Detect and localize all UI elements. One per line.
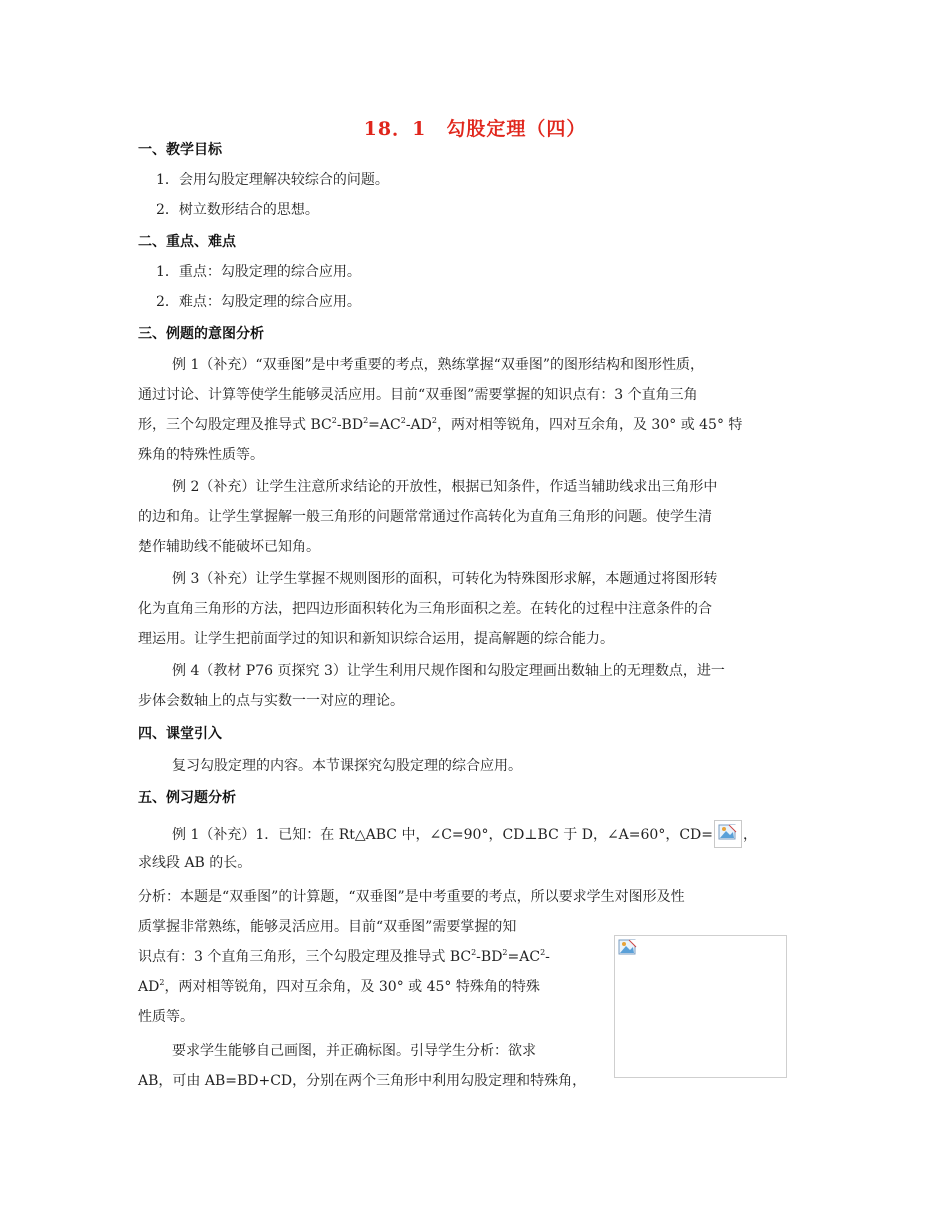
section-heading-exercises: 五、例习题分析 — [138, 790, 236, 806]
analysis-line-formula: 识点有：3 个直角三角形，三个勾股定理及推导式 $BC^2-BD^2=AC^2-$ — [138, 948, 550, 965]
section-heading-intent: 三、例题的意图分析 — [138, 326, 264, 342]
paragraph-line: 的边和角。让学生掌握解一般三角形的问题常常通过作高转化为直角三角形的问题。使学生清 — [138, 509, 712, 525]
paragraph-line: 化为直角三角形的方法，把四边形面积转化为三角形面积之差。在转化的过程中注意条件的合 — [138, 601, 712, 617]
formula: $BC^2-BD^2=AC^2-AD^2$ — [310, 416, 437, 433]
goal-item: 2．树立数形结合的思想。 — [156, 202, 319, 218]
paragraph-line: 步体会数轴上的点与实数一一对应的理论。 — [138, 693, 404, 709]
formula: $BC^2-BD^2=AC^2-$ — [449, 948, 550, 965]
exercise-question-line: 例 1（补充）1．已知：在 Rt△ABC 中，∠C=90°，CD⊥BC 于 D，∠A=60°，CD= ， — [172, 820, 757, 848]
analysis-line: 分析：本题是“双垂图”的计算题，“双垂图”是中考重要的考点，所以要求学生对图形及性 — [138, 889, 685, 905]
goal-item: 1．会用勾股定理解决较综合的问题。 — [156, 172, 389, 188]
paragraph-line: 通过讨论、计算等使学生能够灵活应用。目前“双垂图”需要掌握的知识点有：3 个直角三角 — [138, 387, 698, 403]
paragraph-line: 例 3（补充）让学生掌握不规则图形的面积，可转化为特殊图形求解，本题通过将图形转 — [172, 571, 718, 587]
guide-line: 要求学生能够自己画图，并正确标图。引导学生分析：欲求 — [172, 1043, 536, 1059]
section-heading-goals: 一、教学目标 — [138, 142, 222, 158]
analysis-line: 质掌握非常熟练，能够灵活应用。目前“双垂图”需要掌握的知 — [138, 919, 517, 935]
section-heading-intro: 四、课堂引入 — [138, 726, 222, 742]
figure-placeholder — [614, 935, 787, 1078]
broken-image-icon — [714, 820, 742, 848]
paragraph-line: 楚作辅助线不能破坏已知角。 — [138, 539, 320, 555]
section-heading-keypoints: 二、重点、难点 — [138, 234, 236, 250]
keypoint-item: 2．难点：勾股定理的综合应用。 — [156, 294, 361, 310]
paragraph-line: 例 4（教材 P76 页探究 3）让学生利用尺规作图和勾股定理画出数轴上的无理数点，进一 — [172, 663, 725, 679]
paragraph-line: 例 1（补充）“双垂图”是中考重要的考点，熟练掌握“双垂图”的图形结构和图形性质， — [172, 357, 704, 373]
paragraph-line: 复习勾股定理的内容。本节课探究勾股定理的综合应用。 — [172, 758, 522, 774]
broken-image-icon — [618, 939, 638, 957]
page-title: 18．1 勾股定理（四） — [363, 118, 587, 140]
exercise-question-line: 求线段 AB 的长。 — [138, 855, 252, 871]
analysis-line: 性质等。 — [138, 1009, 194, 1025]
analysis-line-formula: $AD^2$，两对相等锐角，四对互余角，及 30° 或 45° 特殊角的特殊 — [138, 978, 540, 995]
paragraph-line-formula: 形，三个勾股定理及推导式 $BC^2-BD^2=AC^2-AD^2$，两对相等锐角，四对互余角，及 30° 或 45° 特 — [138, 416, 743, 433]
paragraph-line: 例 2（补充）让学生注意所求结论的开放性，根据已知条件，作适当辅助线求出三角形中 — [172, 479, 718, 495]
paragraph-line: 殊角的特殊性质等。 — [138, 447, 264, 463]
guide-line: AB，可由 AB=BD+CD，分别在两个三角形中利用勾股定理和特殊角， — [138, 1073, 587, 1089]
paragraph-line: 理运用。让学生把前面学过的知识和新知识综合运用，提高解题的综合能力。 — [138, 631, 614, 647]
keypoint-item: 1．重点：勾股定理的综合应用。 — [156, 264, 361, 280]
